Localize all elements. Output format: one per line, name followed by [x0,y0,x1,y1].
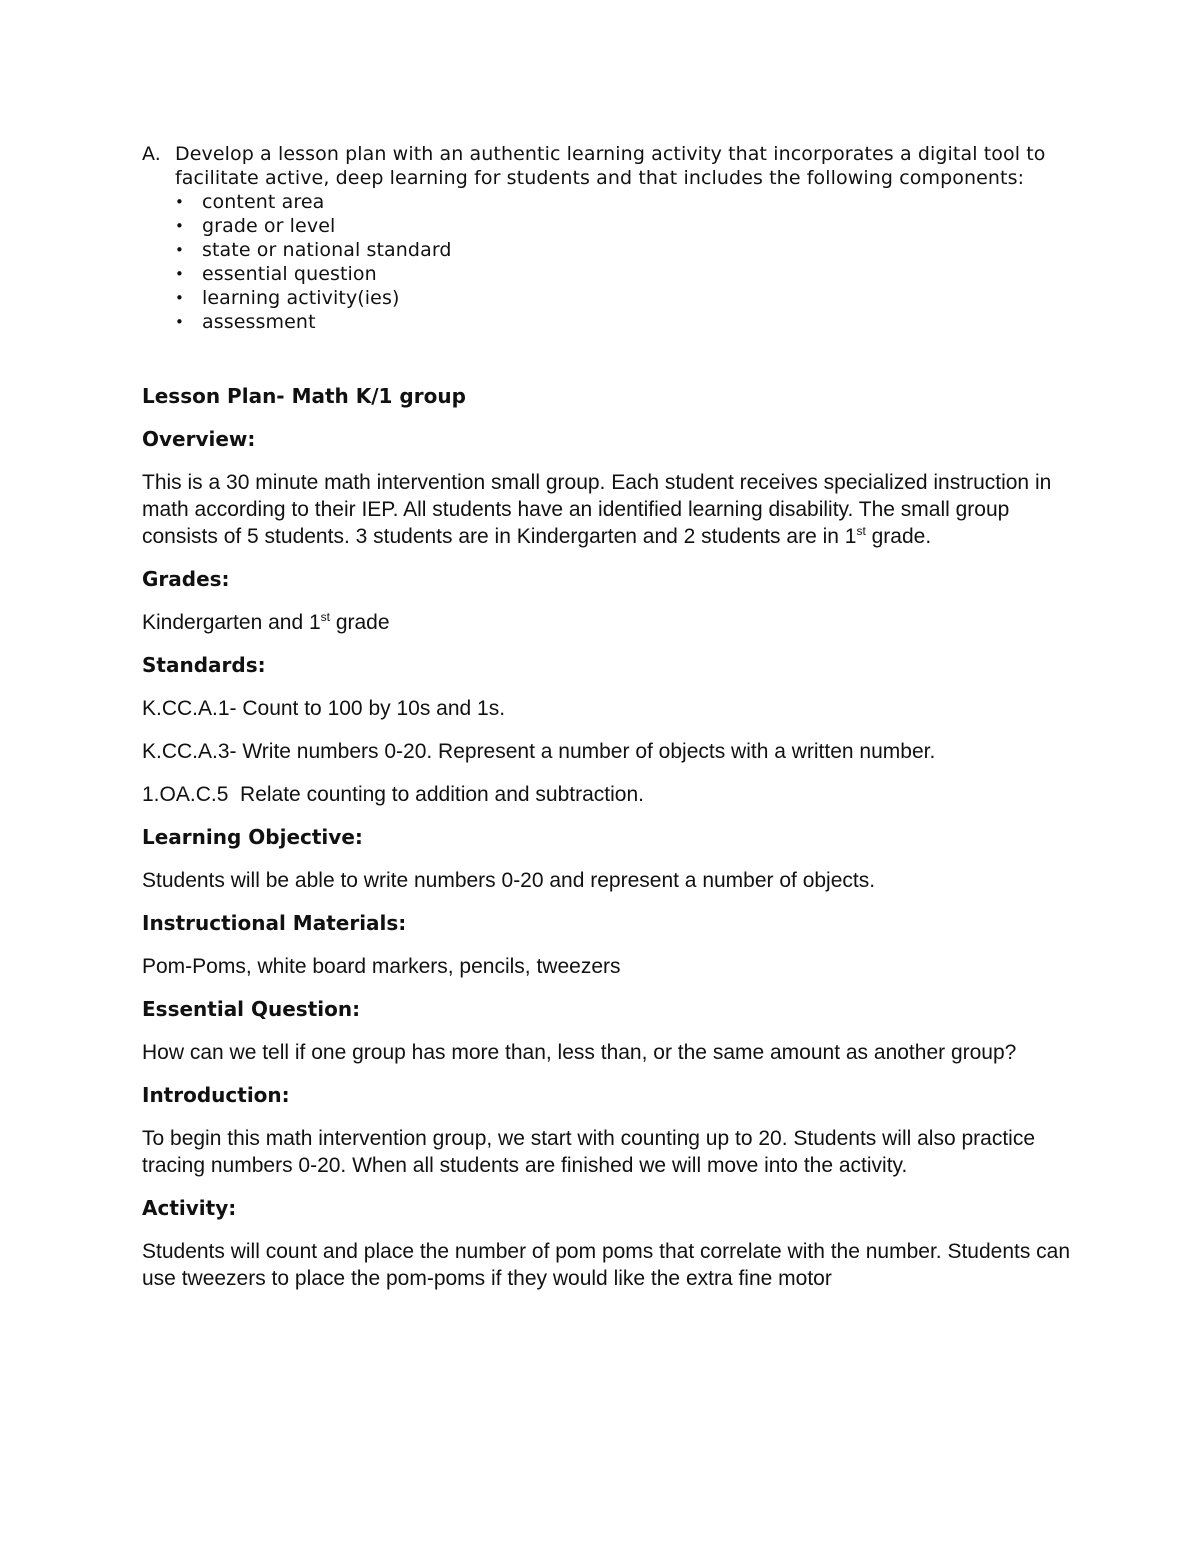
list-marker: A. [142,143,161,165]
materials-text: Pom-Poms, white board markers, pencils, tweezers [142,955,621,978]
list-item: • grade or level [175,215,336,237]
grades-heading: Grades: [142,567,230,591]
list-item: • state or national standard [175,239,452,261]
bullet-icon: • [175,313,184,331]
essential-question-heading: Essential Question: [142,997,361,1021]
list-item: • assessment [175,311,316,333]
assignment-prompt [142,142,1062,334]
introduction-text: To begin this math intervention group, we start with counting up to 20. Students will also practice tracing numbers 0-20. When all students are finished we will move into the activity. [142,1127,1035,1177]
materials-heading: Instructional Materials: [142,911,407,935]
overview-heading: Overview: [142,427,256,451]
list-item: • essential question [175,263,377,285]
standard-item: 1.OA.C.5 Relate counting to addition and subtraction. [142,783,644,806]
bullet-icon: • [175,289,184,307]
standard-item: K.CC.A.1- Count to 100 by 10s and 1s. [142,697,506,720]
prompt-text: Develop a lesson plan with an authentic learning activity that incorporates a digital tool to facilitate active, deep learning for students and that includes the following components: [175,143,1046,189]
objective-text: Students will be able to write numbers 0-20 and represent a number of objects. [142,869,876,892]
component-list [175,190,1062,334]
objective-heading: Learning Objective: [142,825,363,849]
standards-heading: Standards: [142,653,266,677]
essential-question-text: How can we tell if one group has more than, less than, or the same amount as another group? [142,1041,1017,1064]
bullet-icon: • [175,265,184,283]
lesson-plan [142,383,1072,1292]
activity-text: Students will count and place the number of pom poms that correlate with the number. Students can use tweezers to place the pom-poms if they would like the extra fine motor [142,1240,1071,1290]
superscript: st [320,610,330,624]
lesson-title: Lesson Plan- Math K/1 group [142,384,466,408]
bullet-icon: • [175,193,184,211]
activity-heading: Activity: [142,1196,237,1220]
grades-text: Kindergarten and 1st grade [142,610,390,634]
bullet-icon: • [175,217,184,235]
bullet-icon: • [175,241,184,259]
list-item: • learning activity(ies) [175,287,400,309]
overview-text: This is a 30 minute math intervention small group. Each student receives specialized instruction in math according to their IEP. All students have an identified learning disability. The small group consists of 5 students. 3 students are in Kindergarten and 2 students are in 1st grade. [142,471,1052,548]
list-item: • content area [175,191,325,213]
introduction-heading: Introduction: [142,1083,290,1107]
superscript: st [856,524,866,538]
standard-item: K.CC.A.3- Write numbers 0-20. Represent a number of objects with a written number. [142,740,936,763]
